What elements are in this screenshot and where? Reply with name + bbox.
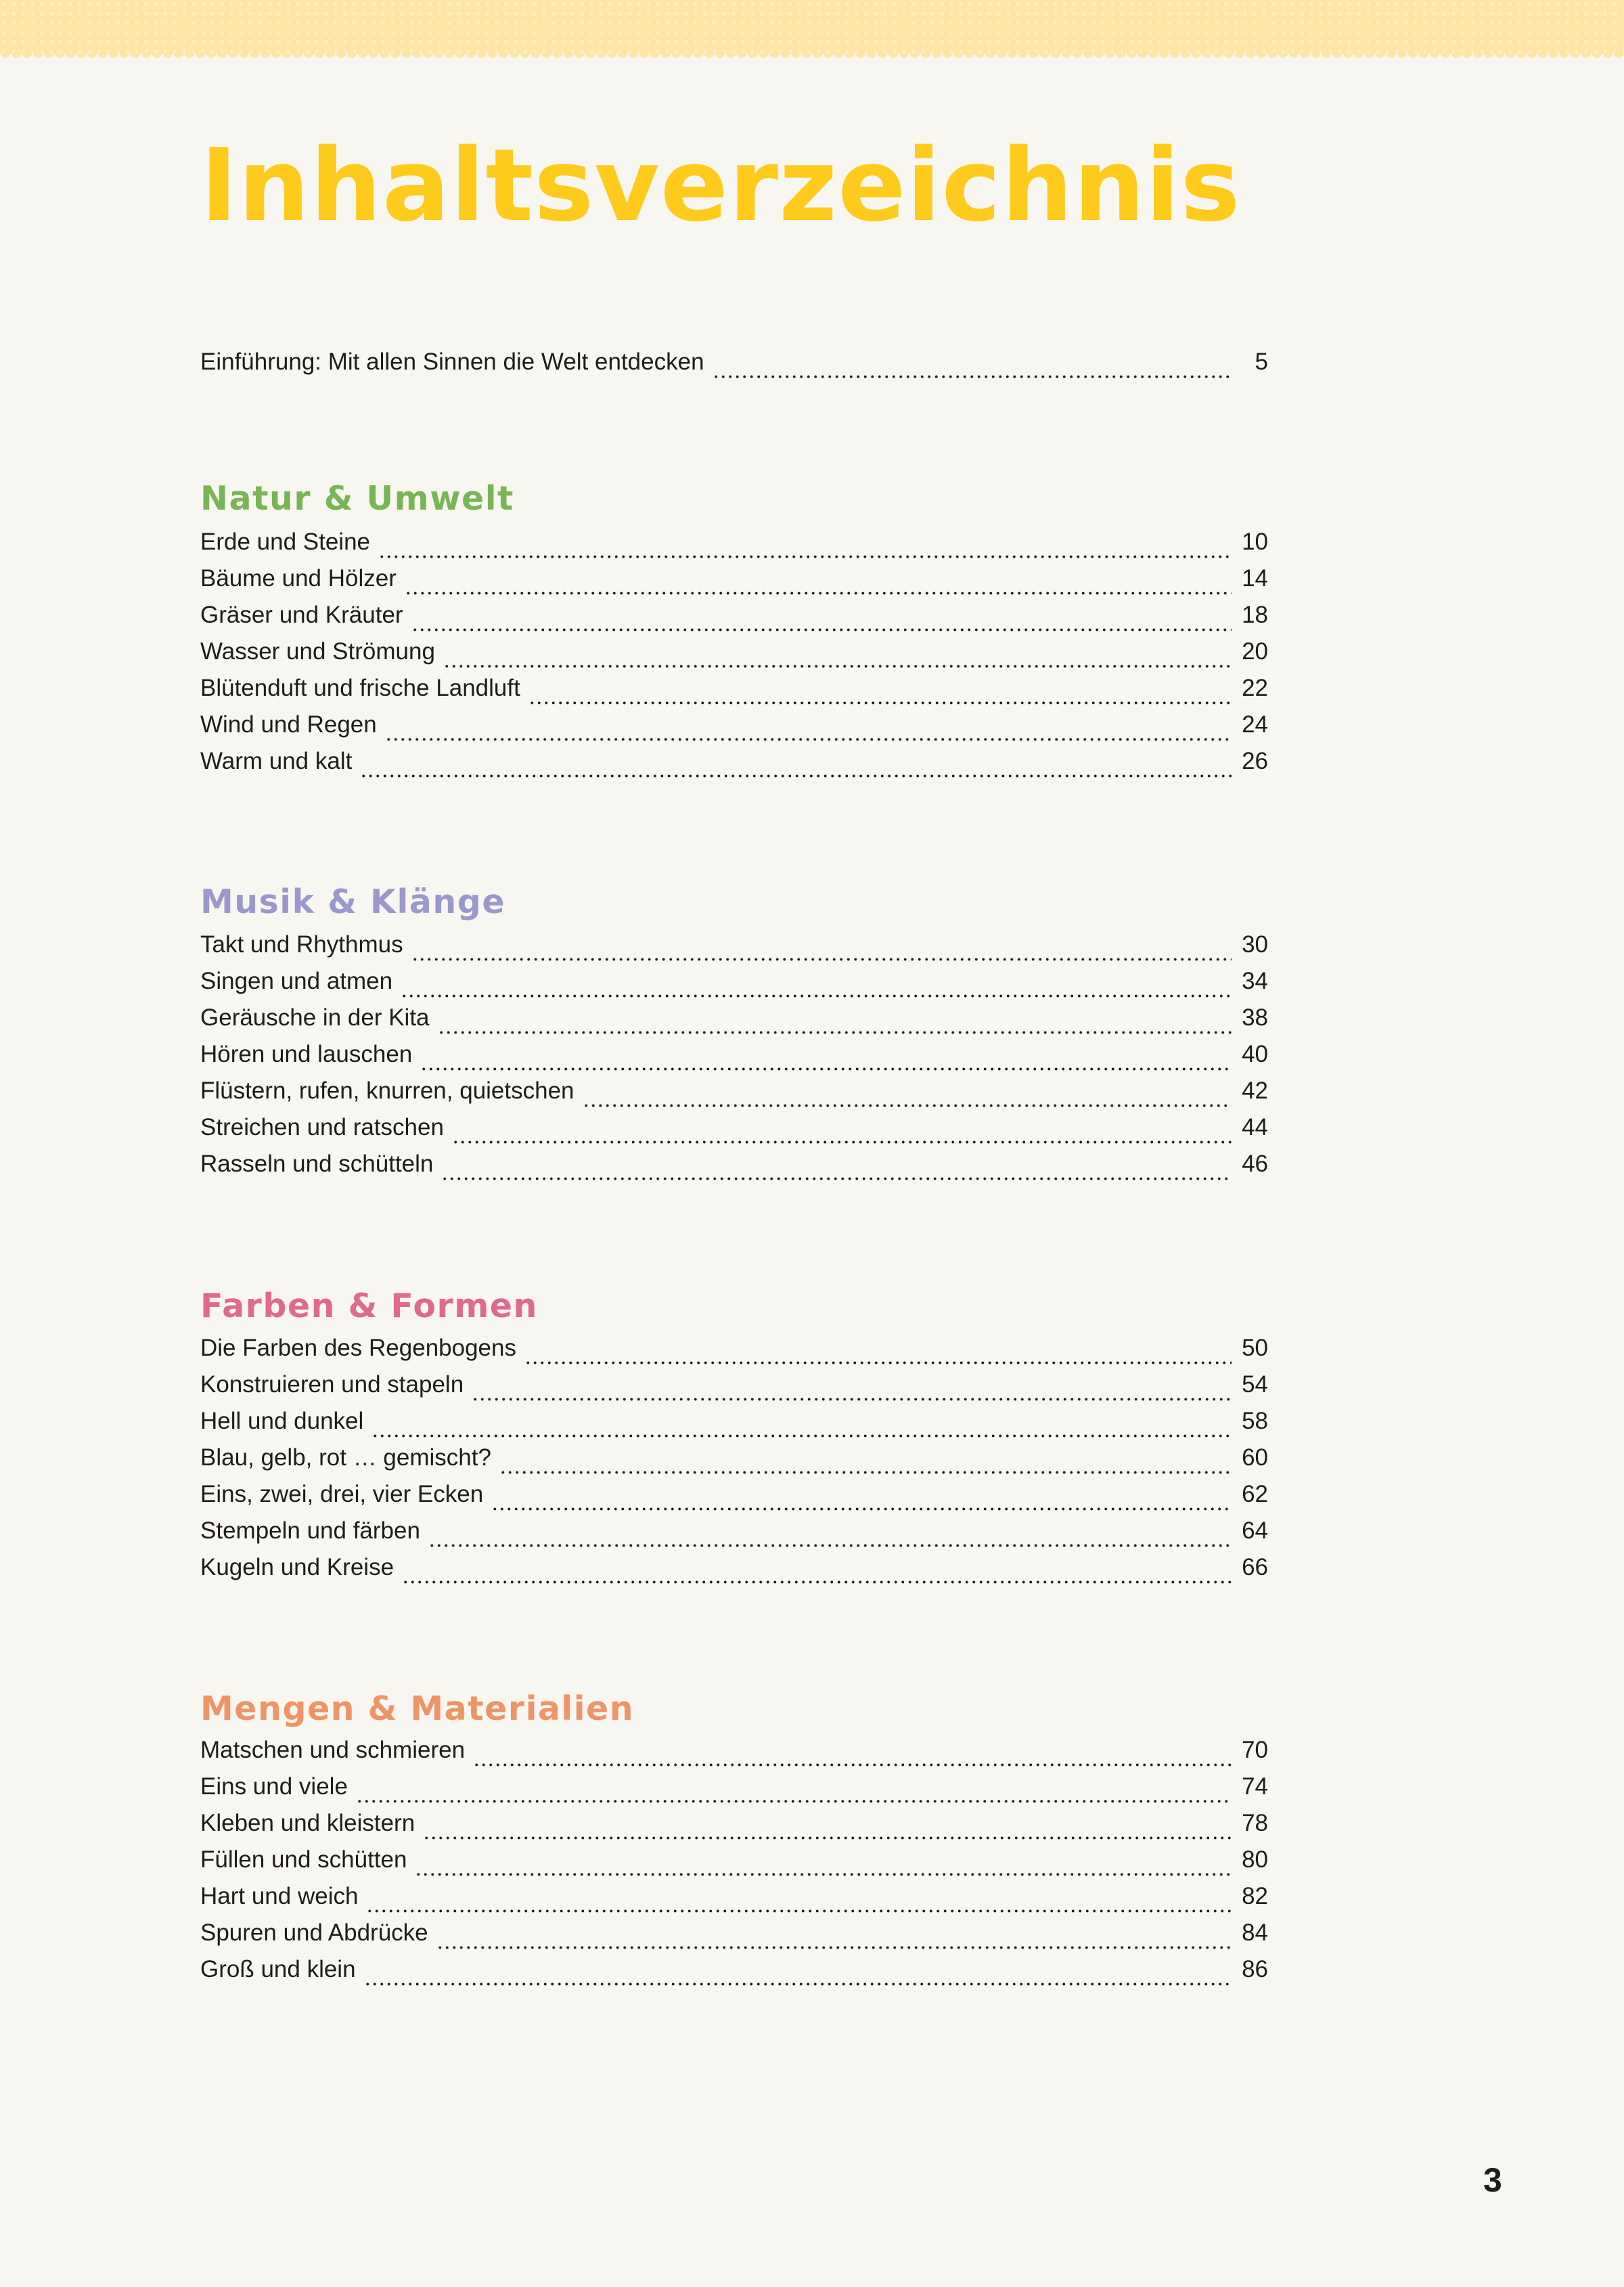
toc-entry-label: Blütenduft und frische Landluft — [200, 675, 520, 701]
toc-entry[interactable] — [200, 638, 1268, 675]
toc-entry-page: 86 — [1242, 1956, 1268, 1982]
toc-entry-page: 5 — [1255, 349, 1268, 375]
toc-entry[interactable] — [200, 529, 1268, 565]
toc-entry[interactable] — [200, 968, 1268, 1004]
toc-entry-page: 64 — [1242, 1517, 1268, 1544]
section-heading-farben: Farben & Formen — [200, 1287, 538, 1325]
toc-entry-page: 14 — [1242, 565, 1268, 592]
toc-entry-page: 74 — [1242, 1773, 1268, 1800]
dot-leader — [420, 1067, 1232, 1071]
section-heading-natur: Natur & Umwelt — [200, 479, 514, 518]
toc-entry-page: 82 — [1242, 1883, 1268, 1909]
toc-entry-page: 60 — [1242, 1444, 1268, 1471]
dot-leader — [473, 1763, 1232, 1767]
dot-leader — [436, 1946, 1232, 1949]
dot-leader — [411, 628, 1232, 631]
dot-leader — [423, 1836, 1232, 1840]
toc-entry-label: Eins, zwei, drei, vier Ecken — [200, 1481, 484, 1507]
toc-entry-page: 58 — [1242, 1408, 1268, 1434]
toc-entry-page: 44 — [1242, 1114, 1268, 1140]
toc-entry-label: Die Farben des Regenbogens — [200, 1335, 516, 1361]
toc-entry-page: 62 — [1242, 1481, 1268, 1507]
toc-entry[interactable] — [200, 1408, 1268, 1444]
dot-leader — [401, 994, 1232, 998]
dot-leader — [356, 1800, 1232, 1803]
toc-entry[interactable] — [200, 565, 1268, 602]
toc-entry-page: 34 — [1242, 968, 1268, 994]
toc-entry-label: Streichen und ratschen — [200, 1114, 444, 1140]
toc-entry[interactable] — [200, 1371, 1268, 1408]
toc-entry-label: Singen und atmen — [200, 968, 393, 994]
dot-leader — [405, 592, 1232, 595]
dot-leader — [366, 1909, 1232, 1913]
dot-leader — [528, 701, 1232, 705]
toc-entry-label: Wasser und Strömung — [200, 638, 435, 665]
toc-entry[interactable] — [200, 1004, 1268, 1041]
toc-entry-label: Spuren und Abdrücke — [200, 1919, 428, 1946]
toc-entry-page: 54 — [1242, 1371, 1268, 1398]
dot-leader — [441, 1177, 1232, 1180]
toc-entry-page: 30 — [1242, 931, 1268, 958]
toc-entry[interactable] — [200, 1517, 1268, 1554]
dot-leader — [713, 375, 1232, 378]
toc-entry-page: 20 — [1242, 638, 1268, 665]
dot-leader — [452, 1140, 1232, 1144]
toc-entry[interactable] — [200, 1846, 1268, 1883]
dot-leader — [438, 1031, 1232, 1034]
toc-entry-page: 78 — [1242, 1810, 1268, 1836]
toc-entry[interactable] — [200, 1919, 1268, 1956]
dot-leader — [524, 1361, 1232, 1364]
dot-leader — [415, 1873, 1232, 1876]
toc-entry-label: Hell und dunkel — [200, 1408, 364, 1434]
toc-entry-label: Gräser und Kräuter — [200, 602, 403, 628]
toc-entry-label: Blau, gelb, rot … gemischt? — [200, 1444, 491, 1471]
toc-entry-label: Groß und klein — [200, 1956, 356, 1982]
toc-entry-page: 70 — [1242, 1737, 1268, 1763]
toc-entry[interactable] — [200, 602, 1268, 638]
toc-entry[interactable] — [200, 1773, 1268, 1810]
dot-leader — [411, 958, 1232, 961]
toc-entry-page: 18 — [1242, 602, 1268, 628]
dot-leader — [499, 1471, 1232, 1474]
toc-entry[interactable] — [200, 1335, 1268, 1371]
toc-entry-label: Erde und Steine — [200, 529, 371, 555]
dot-leader — [385, 738, 1232, 741]
toc-entry[interactable] — [200, 711, 1268, 748]
dot-leader — [371, 1434, 1232, 1438]
toc-entry-label: Warm und kalt — [200, 748, 353, 774]
toc-entry[interactable] — [200, 1078, 1268, 1114]
toc-entry-page: 38 — [1242, 1004, 1268, 1031]
page-title: Inhaltsverzeichnis — [200, 127, 1241, 244]
dot-leader — [443, 665, 1232, 668]
toc-entry-page: 10 — [1242, 529, 1268, 555]
dot-leader — [402, 1580, 1232, 1584]
toc-entry-label: Geräusche in der Kita — [200, 1004, 430, 1031]
toc-entry[interactable] — [200, 1481, 1268, 1517]
toc-entry-label: Matschen und schmieren — [200, 1737, 466, 1763]
decorative-top-band — [0, 0, 1624, 53]
toc-entry[interactable] — [200, 1810, 1268, 1846]
toc-entry[interactable] — [200, 1554, 1268, 1591]
toc-entry-page: 22 — [1242, 675, 1268, 701]
toc-entry-label: Kleben und kleistern — [200, 1810, 415, 1836]
toc-entry[interactable] — [200, 1114, 1268, 1151]
toc-entry-label: Konstruieren und stapeln — [200, 1371, 464, 1398]
dot-leader — [491, 1507, 1232, 1511]
toc-entry-label: Hart und weich — [200, 1883, 359, 1909]
dot-leader — [364, 1982, 1232, 1986]
toc-entry-page: 40 — [1242, 1041, 1268, 1067]
dot-leader — [583, 1104, 1232, 1107]
dot-leader — [428, 1544, 1232, 1547]
toc-entry-label: Flüstern, rufen, knurren, quietschen — [200, 1078, 574, 1104]
dot-leader — [378, 555, 1232, 558]
toc-entry-page: 42 — [1242, 1078, 1268, 1104]
toc-entry-page: 66 — [1242, 1554, 1268, 1580]
toc-entry-page: 46 — [1242, 1151, 1268, 1177]
section-heading-musik: Musik & Klänge — [200, 883, 506, 921]
dot-leader — [360, 774, 1232, 778]
toc-entry[interactable] — [200, 748, 1268, 784]
toc-entry[interactable] — [200, 1883, 1268, 1919]
toc-entry[interactable] — [200, 1737, 1268, 1773]
page-number: 3 — [1483, 2161, 1502, 2199]
section-heading-mengen: Mengen & Materialien — [200, 1689, 635, 1728]
toc-entry[interactable] — [200, 1041, 1268, 1078]
toc-entry-label: Takt und Rhythmus — [200, 931, 403, 958]
toc-entry-label: Bäume und Hölzer — [200, 565, 397, 592]
toc-entry-page: 26 — [1242, 748, 1268, 774]
toc-entry-page: 50 — [1242, 1335, 1268, 1361]
toc-entry[interactable] — [200, 1151, 1268, 1187]
toc-entry-label: Stempeln und färben — [200, 1517, 420, 1544]
toc-entry-page: 24 — [1242, 711, 1268, 738]
toc-entry-label: Wind und Regen — [200, 711, 377, 738]
toc-entry-label: Eins und viele — [200, 1773, 348, 1800]
toc-entry-label: Hören und lauschen — [200, 1041, 413, 1067]
toc-entry-page: 84 — [1242, 1919, 1268, 1946]
toc-entry-label: Einführung: Mit allen Sinnen die Welt entdecken — [200, 349, 704, 375]
toc-entry[interactable] — [200, 1444, 1268, 1481]
toc-entry[interactable] — [200, 931, 1268, 968]
toc-entry-label: Rasseln und schütteln — [200, 1151, 434, 1177]
toc-entry[interactable] — [200, 1956, 1268, 1993]
toc-entry[interactable] — [200, 675, 1268, 711]
toc-entry-label: Kugeln und Kreise — [200, 1554, 394, 1580]
toc-entry-intro[interactable] — [200, 349, 1268, 385]
toc-entry-label: Füllen und schütten — [200, 1846, 407, 1873]
dot-leader — [472, 1398, 1232, 1401]
toc-entry-page: 80 — [1242, 1846, 1268, 1873]
